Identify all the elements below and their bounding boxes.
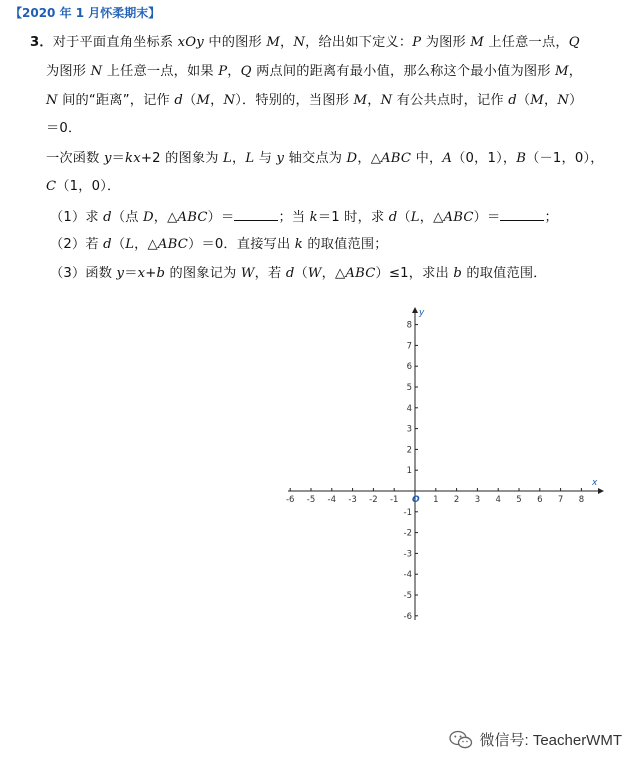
problem-line-2: 为图形 N 上任意一点，如果 P，Q 两点间的距离有最小值，那么称这个最小值为图形 M， (46, 64, 583, 79)
y-tick-label: -3 (403, 549, 412, 560)
problem-number: 3． (30, 35, 53, 50)
y-tick-label: -6 (403, 611, 412, 622)
y-tick-label: 7 (406, 341, 412, 352)
y-tick-label: 3 (406, 424, 412, 435)
y-axis-arrow (412, 307, 418, 313)
watermark (449, 729, 622, 750)
y-tick-label: -4 (403, 570, 412, 581)
problem-line-1: 3．对于平面直角坐标系 xOy 中的图形 M，N，给出如下定义：P 为图形 M 上任意一点，Q (30, 35, 580, 50)
question-2: （2）若 d（L，△ABC）＝0．直接写出 k 的取值范围； (50, 237, 388, 252)
watermark-text: 微信号: TeacherWMT (479, 732, 622, 749)
x-tick-label: 5 (516, 495, 522, 505)
x-tick-label: -1 (389, 495, 399, 505)
x-tick-label: 7 (557, 495, 564, 505)
x-tick-label: 2 (453, 495, 460, 505)
x-axis-arrow (598, 488, 604, 494)
x-tick-label: -5 (306, 495, 316, 505)
answer-blank-1 (234, 207, 278, 221)
x-axis-label: x (592, 478, 598, 488)
origin-label: O (412, 495, 420, 505)
coordinate-plane (280, 305, 610, 635)
y-tick-label: 4 (406, 403, 412, 414)
y-tick-label: 5 (406, 383, 412, 393)
problem-line-6: C（1，0）． (46, 179, 121, 194)
y-tick-label: -1 (403, 507, 412, 518)
y-axis-label: y (419, 308, 425, 318)
problem-line-3: N 间的“距离”，记作 d（M，N）．特别的，当图形 M，N 有公共点时，记作 d（M，N） (46, 93, 583, 108)
source-tag: 【2020 年 1 月怀柔期末】 (10, 6, 161, 20)
question-1: （1）求 d（点 D，△ABC）＝ ；当 k＝1 时，求 d（L，△ABC）＝ ； (50, 207, 558, 227)
x-tick-label: 3 (474, 495, 481, 505)
x-tick-label: 1 (433, 495, 439, 505)
y-tick-label: 1 (406, 466, 412, 477)
x-tick-label: -4 (327, 495, 337, 505)
y-tick-label: 6 (406, 362, 412, 373)
problem-line-5: 一次函数 y＝kx+2 的图象为 L，L 与 y 轴交点为 D，△ABC 中，A（0，1），B（－1，0）， (46, 151, 604, 166)
x-tick-label: 8 (578, 495, 585, 505)
x-tick-label: -2 (369, 495, 378, 505)
y-tick-label: 2 (406, 445, 412, 456)
x-tick-label: -3 (348, 495, 357, 505)
x-tick-label: -6 (285, 495, 295, 505)
question-3: （3）函数 y＝x+b 的图象记为 W，若 d（W，△ABC）≤1，求出 b 的取值范围． (50, 266, 547, 281)
x-tick-label: 4 (495, 495, 501, 505)
problem-line-4: ＝0． (46, 121, 82, 136)
y-tick-label: -5 (403, 591, 412, 601)
wechat-icon (449, 730, 473, 750)
y-tick-label: 8 (406, 320, 412, 331)
answer-blank-2 (500, 207, 544, 221)
x-tick-label: 6 (537, 495, 543, 505)
y-tick-label: -2 (403, 528, 412, 539)
